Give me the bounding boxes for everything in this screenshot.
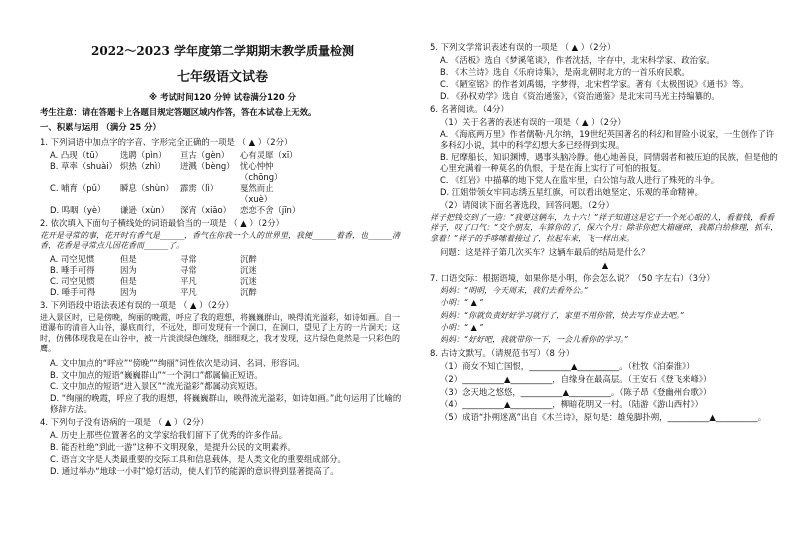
option-cell: 沉醉 (240, 287, 257, 298)
option-cell: 但是 (120, 276, 137, 287)
option-cell: 炽热（zhì） (120, 161, 166, 172)
option-cell: D. 唾手可得 (50, 287, 96, 298)
question-8-stem: 8. 古诗文默写。（请规范书写）（8 分） (430, 347, 575, 358)
question-1-options (50, 150, 405, 216)
option-b: B. 能否杜绝“到此一游”这种不文明现象，是提升公民的文明素养。 (50, 442, 296, 453)
option-cell: 沉迷 (240, 265, 257, 276)
option-c: C. 《红岩》中描摹的地下党人在监牢里，白公馆与敌人进行了殊死的斗争。 (440, 175, 720, 186)
option-cell: A. 司空见惯 (50, 254, 95, 265)
option-cell: 戛然而止（xuè） (240, 182, 274, 204)
question-2-stem: 2. 依次填入下面句子横线处的词语最恰当的一项是 （ ▲ ）（2分） (40, 217, 284, 228)
option-b: B. 文中加点的短语“巍巍群山”“一个洞口”都属偏正短语。 (50, 369, 263, 380)
left-column (40, 40, 405, 478)
option-cell: A. 凸现（tū） (50, 150, 103, 161)
option-cell: 沉迷 (240, 276, 257, 287)
poem-line: （2）__________▲__________，自缘身在最高层。（王安石《登飞来峰》） (440, 373, 712, 384)
poem-line: （1）商女不知亡国恨，__________▲__________。（杜牧《泊秦淮》） (440, 360, 695, 371)
poem-line: （5）成语“扑朔迷离”出自《木兰诗》，原句是：雄兔脚扑朔，__________▲__________。 (440, 412, 767, 423)
option-c: C. 文中加点的短语“进入景区”“流光溢彩”都属动宾短语。 (50, 381, 263, 392)
option-d: D. 通过举办“地球一小时”熄灯活动，使人们节约能源的意识得到显著提高了。 (50, 465, 339, 476)
option-cell: 因为 (120, 287, 137, 298)
option-cell: 选聘（pìn） (120, 150, 167, 161)
right-column (430, 40, 780, 425)
option-d: D. 《孙权劝学》选自《资治通鉴》，《资治通鉴》是北宋司马光主持编纂的。 (440, 90, 720, 101)
option-cell: 但是 (120, 254, 137, 265)
question-6-passage: 祥子把钱交到了一造：“我要这辆车，九十六！”祥子知道这是它于一个死心眼的人，看着钱，看看祥子，叹了口气：“交个朋友，车算你的了，保六个月：除非你把大箱碰碎，我都白给修理，抓车，拿着！”祥子的手哆嗦着接过了，拉起车来，飞一样出来。 (430, 212, 779, 243)
option-cell: 恋恋不舍（jīn） (240, 204, 301, 215)
option-cell: 忧心忡忡（chōng） (240, 161, 283, 183)
option-c: C. 《陋室铭》的作者刘禹锡，字梦得，北宋哲学家。著有《太极图说》《通书》等。 (440, 78, 749, 89)
option-cell: C. 哺育（pǔ） (50, 182, 106, 193)
question-6-sub1: （1）关于名著的表述有误的一项是（ ▲ ）（2分） (440, 116, 626, 127)
time-info: ※ 考试时间120 分钟 试卷满分120 分 (149, 92, 296, 103)
dialog-line: 妈妈：“明明，今天周末，我们去看外公。” (440, 285, 589, 295)
exam-title: 2022～2023 学年度第二学期期末教学质量检测 (91, 44, 354, 58)
notice: 考生注意：请在答题卡上各题目规定答题区域内作答，答在本试卷上无效。 (40, 107, 317, 118)
answer-mark: ▲ (601, 260, 609, 270)
option-c: C. 语言文字是人类最重要的交际工具和信息载体，是人类文化的重要组成部分。 (50, 453, 346, 464)
question-6-sub2: （2）请阅读下面名著选段，回答问题。（2分） (440, 199, 614, 210)
option-cell: 沉醉 (240, 254, 257, 265)
question-6-title: 6. 名著阅读。（4分） (430, 103, 509, 114)
option-cell: 寻常 (180, 254, 197, 265)
option-d: D. 江姐带领女牢同志绣五星红旗，可以看出她坚定、乐观的革命精神。 (440, 187, 704, 198)
dialog-line: 小明：“ ▲ ” (440, 323, 484, 333)
option-cell: 谦逊（xùn） (120, 204, 170, 215)
option-a: A. 《海底两万里》作者儒勒·凡尔纳，19世纪英国著名的科幻和冒险小说家，一生创作了许多科幻小说，其中的科学幻想大多已经得到实现。 (440, 129, 775, 151)
dialog-line: 小明：“ ▲ ” (440, 298, 484, 308)
option-cell: 平凡 (180, 287, 197, 298)
poem-line: （3）念天地之悠悠，__________▲__________。（陈子昂《登幽州台歌》） (440, 386, 712, 397)
question-2-passage: 花开是寻常的事，花开时有香气是______，香气在你我一个人的世界里，我便______着香，也______清香，花香是寻常点儿因花香而______了。 (40, 230, 400, 251)
option-a: A. 历史上那些位置著名的文学家给我们留下了优秀的许多作品。 (50, 430, 288, 441)
option-cell: 迸溅（bèng） (180, 161, 235, 172)
option-cell: 深宵（xiāo） (180, 204, 232, 215)
section-title: 一、积累与运用 （满分 25 分） (40, 122, 161, 133)
option-cell: D. 鸣咽（yè） (50, 204, 106, 215)
dialog-line: 妈妈：“你就负责好好学习就行了，家里不用你管，快去写作业去吧。” (440, 310, 685, 320)
option-cell: B. 唾手可得 (50, 265, 95, 276)
option-cell: 寻常 (180, 265, 197, 276)
option-b: B. 《木兰诗》选自《乐府诗集》，是南北朝时北方的一首乐府民歌。 (440, 66, 690, 77)
option-cell: 亘古（gèn） (180, 150, 230, 161)
option-cell: B. 草率（shuài） (50, 161, 118, 172)
question-3-passage: 进入景区时，已是傍晚，绚丽的晚霞，呼应了我的遐想，将巍巍群山，映得流光溢彩，如诗如画。自一道瀑布的清音入山谷，瀑底而行，不远处，即可发现有一个洞口，在洞口，望见了上方的一片洞天；这时，仿佛体现我是在山谷中，被一片淡淡绿色缠绕，细细观之，我才发现，这片绿色竟然是一只彩色的鹰。 (40, 313, 400, 354)
exam-subtitle: 七年级语文试卷 (176, 69, 268, 85)
question-2-options (50, 254, 405, 298)
question-7-stem: 7. 口语交际：根据语境，如果你是小明，你会怎么说？（50 字左右）（3分） (430, 272, 715, 283)
question-5-stem: 5. 下列文学常识表述有误的一项是 （ ▲ ）（2分） (430, 42, 616, 52)
poem-line: （4）__________▲__________，柳暗花明又一村。（陆游《游山西村》） (440, 399, 704, 410)
option-cell: 瞬息（shùn） (120, 182, 174, 193)
option-a: A. 文中加点的“呼应”“傍晚”“绚丽”词性依次是动词、名词、形容词。 (50, 357, 305, 368)
dialog-line: 妈妈：“好好吧，我就带你一下，一会儿看你的学习。” (440, 335, 629, 345)
option-cell: 平凡 (180, 276, 197, 287)
option-b: B. 尼摩船长，知识渊博，遇事头脑冷静。他心地善良，同情弱者和被压迫的民族，但是他的心里充满着一种莫名的仇恨，于是在海上实行了可怕的报复。 (440, 152, 778, 174)
question-6-question: 问题：这是祥子第几次买车？这辆车最后的结局是什么？ (440, 247, 650, 258)
option-cell: 心有灵犀（xī） (240, 150, 298, 161)
question-3-stem: 3. 下列语段中语法表述有误的一项是 （ ▲ ）（2分） (40, 300, 234, 311)
option-cell: 因为 (120, 265, 137, 276)
question-1-stem: 1. 下列词语中加点字的字音、字形完全正确的一项是 （ ▲ ）（2分） (40, 137, 293, 148)
option-cell: 霹雳（lì） (180, 182, 219, 193)
option-cell: C. 司空见惯 (50, 276, 95, 287)
option-d: D. “绚丽的晚霞，呼应了我的遐想，将巍巍群山，映得流光溢彩，如诗如画。”此句运用了比喻的修辞方法。 (50, 393, 402, 415)
option-a: A. 《活板》选自《梦溪笔谈》，作者沈括，字存中，北宋科学家、政治家。 (440, 54, 715, 65)
question-4-stem: 4. 下列句子没有语病的一项是 （ ▲ ）（2分） (40, 417, 209, 428)
